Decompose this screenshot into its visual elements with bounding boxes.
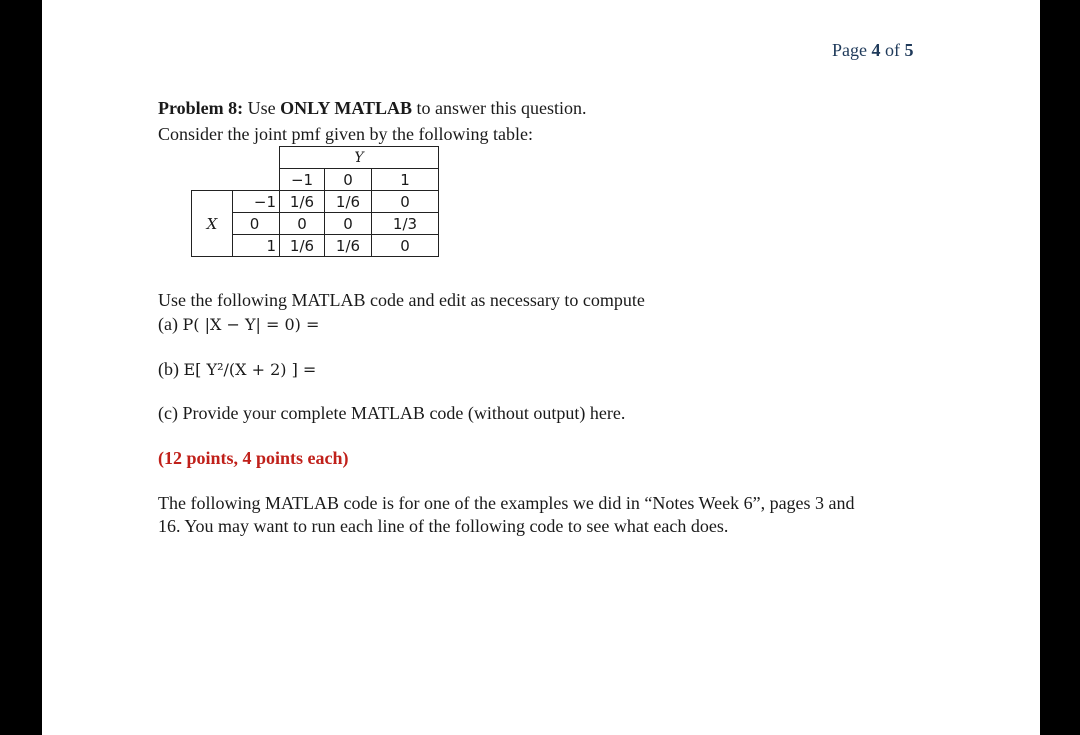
x-value: 1 (233, 235, 280, 257)
x-value: 0 (233, 213, 280, 235)
pmf-cell: 0 (280, 213, 325, 235)
pmf-cell: 1/6 (280, 235, 325, 257)
y-value: 1 (372, 169, 439, 191)
pmf-cell: 1/6 (325, 235, 372, 257)
page-number: Page 4 of 5 (832, 40, 914, 60)
notes-paragraph-line2: 16. You may want to run each line of the following code to see what each does. (158, 516, 729, 536)
problem-intro: Consider the joint pmf given by the following table: (158, 124, 533, 144)
document-page (42, 0, 1040, 735)
pmf-cell: 0 (372, 191, 439, 213)
instructions-text: Use the following MATLAB code and edit as necessary to compute (158, 290, 645, 310)
problem-heading: Problem 8: Use ONLY MATLAB to answer this question. (158, 98, 587, 118)
part-a: (a) P( |X − Y| = 0) = (158, 314, 320, 334)
y-value: 0 (325, 169, 372, 191)
y-label: Y (280, 147, 439, 169)
joint-pmf-table (191, 146, 439, 257)
pmf-cell: 0 (325, 213, 372, 235)
pmf-cell: 0 (372, 235, 439, 257)
pmf-cell: 1/6 (280, 191, 325, 213)
part-c: (c) Provide your complete MATLAB code (without output) here. (158, 403, 626, 423)
part-b: (b) E[ Y²/(X + 2) ] = (158, 359, 317, 379)
points-note: (12 points, 4 points each) (158, 448, 349, 468)
pmf-cell: 1/3 (372, 213, 439, 235)
part-a-expression: P( |X − Y| = 0) = (182, 315, 320, 334)
x-label: X (192, 191, 233, 257)
notes-paragraph-line1: The following MATLAB code is for one of the examples we did in “Notes Week 6”, pages 3 and (158, 493, 855, 513)
part-b-expression: E[ Y²/(X + 2) ] = (183, 360, 317, 379)
pmf-cell: 1/6 (325, 191, 372, 213)
y-value: −1 (280, 169, 325, 191)
x-value: −1 (233, 191, 280, 213)
